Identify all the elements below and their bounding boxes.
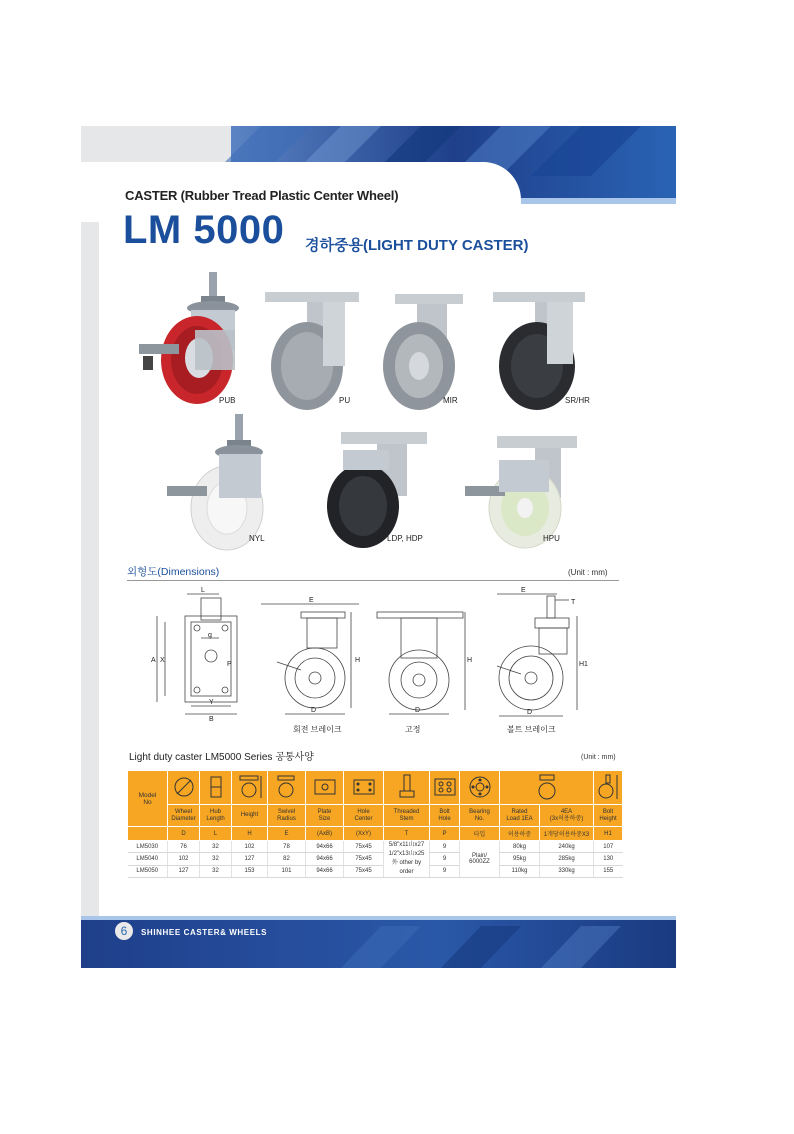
col-label: Rated Load 1EA [500, 805, 540, 827]
col-code: 허용하중 [500, 827, 540, 841]
bearing-line: Plain/ [471, 853, 487, 859]
cell: 9 [430, 841, 460, 853]
caster-label: NYL [249, 534, 265, 543]
cell: 75x45 [344, 865, 384, 877]
bearing-cell [460, 841, 500, 878]
cell: 240kg [540, 841, 594, 853]
load-icon [500, 771, 594, 805]
col-label: Plate Size [306, 805, 344, 827]
section-divider [127, 580, 619, 581]
stem-line: 外 other by order [391, 860, 422, 875]
caster-photo-nyl [163, 412, 273, 552]
table-row [128, 865, 623, 877]
caster-label: HPU [543, 534, 560, 543]
dim-label: H [355, 657, 361, 664]
cell: 9 [430, 865, 460, 877]
cell: 32 [200, 841, 232, 853]
dim-label: H1 [579, 661, 588, 668]
caster-label: SR/HR [565, 396, 590, 405]
dim-label: Y [209, 699, 214, 706]
drawing-swivel-brake [255, 596, 365, 722]
threaded-stem-icon [384, 771, 430, 805]
swivel-radius-icon [268, 771, 306, 805]
col-label: Hole Center [344, 805, 384, 827]
cell: 78 [268, 841, 306, 853]
col-code: E [268, 827, 306, 841]
dim-label: E [521, 587, 526, 594]
dim-label: D [527, 709, 533, 716]
cell: 75x45 [344, 853, 384, 865]
table-row [128, 853, 623, 865]
cell: 80kg [500, 841, 540, 853]
hub-length-icon [200, 771, 232, 805]
code-cell [128, 827, 168, 841]
dim-label: X [160, 657, 165, 664]
col-label: Bolt Hole [430, 805, 460, 827]
cell: 32 [200, 853, 232, 865]
col-label: Wheel Diameter [168, 805, 200, 827]
dimensions-title: 외형도(Dimensions) [127, 566, 220, 578]
col-code: H1 [594, 827, 623, 841]
dim-label: P [227, 661, 232, 668]
plate-size-icon [306, 771, 344, 805]
cell: 130 [594, 853, 623, 865]
cell: 32 [200, 865, 232, 877]
col-label: Hub Length [200, 805, 232, 827]
dim-label: B [209, 716, 214, 723]
cell: 76 [168, 841, 200, 853]
bearing-icon [460, 771, 500, 805]
dim-label: L [201, 587, 205, 594]
col-code: 1개당허용하중X3 [540, 827, 594, 841]
col-code: T [384, 827, 430, 841]
cell: 94x66 [306, 865, 344, 877]
cell: 94x66 [306, 853, 344, 865]
dim-label: g [208, 632, 212, 639]
cell: 110kg [500, 865, 540, 877]
model-cell: LM5030 [128, 841, 168, 853]
model-cell: LM5050 [128, 865, 168, 877]
col-code: 타입 [460, 827, 500, 841]
cell: 127 [232, 853, 268, 865]
dim-label: E [309, 597, 314, 604]
col-code: P [430, 827, 460, 841]
model-title: LM 5000 [123, 208, 285, 252]
dim-label: D [415, 707, 421, 714]
caster-label: MIR [443, 396, 458, 405]
category-title: CASTER (Rubber Tread Plastic Center Wheel) [125, 188, 399, 203]
model-header: Model No [128, 771, 168, 827]
cell: 95kg [500, 853, 540, 865]
caster-photo-hpu [461, 432, 581, 552]
table-row [128, 841, 623, 853]
col-label: Threaded Stem [384, 805, 430, 827]
drawing-caption: 볼트 브레이크 [507, 725, 556, 734]
hole-center-icon [344, 771, 384, 805]
cell: 94x66 [306, 841, 344, 853]
drawing-top-plate [151, 586, 251, 724]
height-icon [232, 771, 268, 805]
drawing-caption: 고정 [405, 725, 421, 734]
model-cell: LM5040 [128, 853, 168, 865]
cell: 330kg [540, 865, 594, 877]
stem-line: 1/2"x13山x25 [388, 851, 425, 857]
drawing-bolt-brake [491, 586, 597, 722]
catalog-page [81, 126, 676, 968]
col-code: H [232, 827, 268, 841]
caster-label: PU [339, 396, 351, 405]
cell: 155 [594, 865, 623, 877]
caster-photo-mir [377, 294, 477, 414]
spec-table [127, 770, 623, 878]
spec-unit: (Unit : mm) [581, 754, 616, 761]
cell: 9 [430, 853, 460, 865]
col-label: Bearing No. [460, 805, 500, 827]
cell: 107 [594, 841, 623, 853]
cell: 153 [232, 865, 268, 877]
bolt-hole-icon [430, 771, 460, 805]
footer-band [81, 916, 676, 968]
threaded-stem-cell [384, 841, 430, 878]
caster-label: LDP, HDP [387, 534, 423, 543]
bolt-height-icon [594, 771, 623, 805]
dim-label: H [467, 657, 473, 664]
caster-label: PUB [219, 396, 236, 405]
spec-title: Light duty caster LM5000 Series 공통사양 [129, 752, 314, 763]
caster-photo-pu [263, 292, 363, 412]
cell: 102 [168, 853, 200, 865]
col-label: Swivel Radius [268, 805, 306, 827]
stem-line: 5/8"x11山x27 [388, 842, 425, 848]
col-code: L [200, 827, 232, 841]
drawing-fixed [373, 596, 473, 722]
bearing-line: 6000ZZ [469, 859, 490, 865]
dim-label: A [151, 657, 156, 664]
col-code: (AxB) [306, 827, 344, 841]
cell: 82 [268, 853, 306, 865]
col-label: Bolt Height [594, 805, 623, 827]
footer-brand: SHINHEE CASTER& WHEELS [141, 928, 268, 937]
col-code: D [168, 827, 200, 841]
dimensions-unit: (Unit : mm) [568, 568, 608, 577]
dim-label: D [311, 707, 317, 714]
drawing-caption: 회전 브레이크 [293, 725, 342, 734]
cell: 127 [168, 865, 200, 877]
dim-label: T [571, 599, 576, 606]
cell: 75x45 [344, 841, 384, 853]
cell: 101 [268, 865, 306, 877]
col-label: Height [232, 805, 268, 827]
caster-photo-pub [133, 270, 243, 410]
col-label: 4EA (3x허용하중) [540, 805, 594, 827]
model-subtitle: 경하중용(LIGHT DUTY CASTER) [305, 237, 529, 254]
page-number: 6 [115, 922, 133, 940]
cell: 285kg [540, 853, 594, 865]
wheel-diameter-icon [168, 771, 200, 805]
col-code: (XxY) [344, 827, 384, 841]
cell: 102 [232, 841, 268, 853]
caster-photo-srhr [491, 290, 591, 410]
